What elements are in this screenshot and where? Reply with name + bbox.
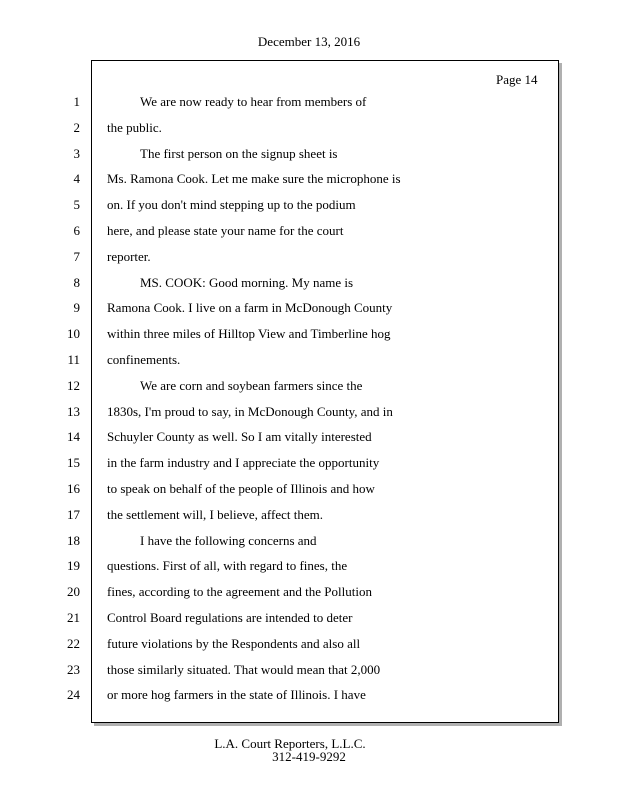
line-number: 13 bbox=[67, 403, 80, 419]
transcript-line: those similarly situated. That would mean that 2,000 bbox=[107, 661, 381, 677]
line-number: 6 bbox=[73, 222, 80, 238]
line-number: 21 bbox=[67, 609, 80, 625]
header-date: December 13, 2016 bbox=[257, 34, 361, 49]
line-number-column bbox=[0, 92, 80, 711]
line-number: 8 bbox=[73, 274, 80, 290]
line-number: 22 bbox=[67, 635, 80, 651]
transcript-line: We are corn and soybean farmers since the bbox=[140, 377, 363, 393]
line-number: 20 bbox=[67, 584, 80, 600]
transcript-line: 1830s, I'm proud to say, in McDonough County, and in bbox=[107, 403, 393, 419]
line-number: 12 bbox=[67, 377, 80, 393]
transcript-line: questions. First of all, with regard to fines, the bbox=[107, 558, 348, 574]
transcript-line: in the farm industry and I appreciate the opportunity bbox=[107, 455, 380, 471]
line-number: 24 bbox=[67, 687, 80, 703]
transcript-line: Ms. Ramona Cook. Let me make sure the microphone is bbox=[107, 171, 401, 187]
footer-phone: 312-419-9292 bbox=[272, 749, 346, 764]
transcript-line: reporter. bbox=[107, 248, 151, 264]
line-number: 7 bbox=[73, 248, 80, 264]
transcript-line: confinements. bbox=[107, 351, 181, 367]
transcript-line: Ramona Cook. I live on a farm in McDonough County bbox=[107, 300, 393, 316]
footer-company: L.A. Court Reporters, L.L.C. bbox=[214, 736, 366, 751]
transcript-line: within three miles of Hilltop View and Timberline hog bbox=[107, 326, 391, 342]
transcript-line: on. If you don't mind stepping up to the podium bbox=[107, 197, 356, 213]
line-number: 23 bbox=[67, 661, 80, 677]
line-number: 9 bbox=[73, 300, 80, 316]
transcript-line: I have the following concerns and bbox=[140, 532, 317, 548]
line-number: 16 bbox=[67, 480, 80, 496]
line-number: 1 bbox=[73, 94, 80, 109]
line-number: 4 bbox=[73, 171, 80, 187]
transcript-line: here, and please state your name for the court bbox=[107, 222, 344, 238]
transcript-line: the settlement will, I believe, affect them. bbox=[107, 506, 323, 522]
transcript-text-column bbox=[107, 92, 447, 711]
transcript-line: the public. bbox=[107, 119, 162, 135]
transcript-line: We are now ready to hear from members of bbox=[140, 94, 367, 109]
transcript-line: to speak on behalf of the people of Illinois and how bbox=[107, 480, 375, 496]
line-number: 19 bbox=[67, 558, 80, 574]
transcript-line: future violations by the Respondents and also all bbox=[107, 635, 361, 651]
transcript-line: Schuyler County as well. So I am vitally interested bbox=[107, 429, 372, 445]
page-number: Page 14 bbox=[496, 72, 538, 87]
line-number: 5 bbox=[73, 197, 80, 213]
transcript-line: MS. COOK: Good morning. My name is bbox=[140, 274, 354, 290]
line-number: 17 bbox=[67, 506, 80, 522]
line-number: 18 bbox=[67, 532, 80, 548]
line-number: 11 bbox=[67, 351, 80, 367]
transcript-line: fines, according to the agreement and the Pollution bbox=[107, 584, 372, 600]
transcript-line: Control Board regulations are intended to deter bbox=[107, 609, 353, 625]
transcript-line: or more hog farmers in the state of Illinois. I have bbox=[107, 687, 366, 703]
line-number: 10 bbox=[67, 326, 80, 342]
transcript-line: The first person on the signup sheet is bbox=[140, 145, 338, 161]
line-number: 15 bbox=[67, 455, 80, 471]
line-number: 2 bbox=[73, 119, 80, 135]
line-number: 14 bbox=[67, 429, 80, 445]
line-number: 3 bbox=[73, 145, 80, 161]
